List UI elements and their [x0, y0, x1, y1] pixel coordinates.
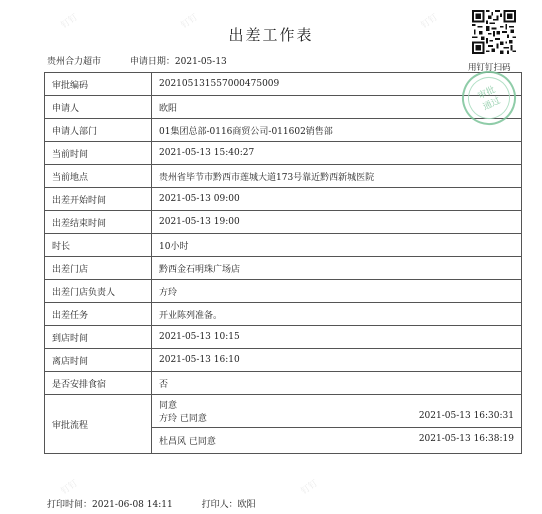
row-value: 欧阳	[152, 96, 522, 119]
row-key: 出差任务	[45, 303, 152, 326]
table-row	[45, 188, 522, 211]
qr-code-icon[interactable]	[472, 10, 516, 54]
company-name: 贵州合力超市	[47, 57, 102, 67]
printer: 打印人：欧阳	[201, 500, 256, 510]
table-row	[45, 257, 522, 280]
travel-table	[44, 72, 522, 454]
watermark: 钉钉	[59, 12, 81, 31]
row-value: 2021-05-13 10:15	[152, 326, 522, 349]
row-value: 10小时	[152, 234, 522, 257]
table-row	[45, 303, 522, 326]
approval-comment: 同意	[159, 401, 178, 411]
approval-step	[152, 428, 522, 454]
row-value: 开业陈列准备。	[152, 303, 522, 326]
print-time: 打印时间：2021-06-08 14:11	[47, 500, 173, 510]
row-key: 出差开始时间	[45, 188, 152, 211]
approval-time: 2021-05-13 16:38:19	[418, 434, 514, 444]
row-key: 审批编码	[45, 73, 152, 96]
row-key: 当前地点	[45, 165, 152, 188]
row-value: 202105131557000475009	[152, 73, 522, 96]
row-key: 时长	[45, 234, 152, 257]
watermark: 钉钉	[179, 12, 201, 31]
row-value: 方玲	[152, 280, 522, 303]
table-row	[45, 96, 522, 119]
table-row	[45, 349, 522, 372]
stamp-text: 审批	[476, 85, 498, 102]
page-title: 出差工作表	[228, 26, 314, 44]
table-row	[45, 165, 522, 188]
table-row	[45, 73, 522, 96]
row-key: 是否安排食宿	[45, 372, 152, 395]
row-value: 黔西金石明珠广场店	[152, 257, 522, 280]
row-key: 当前时间	[45, 142, 152, 165]
table-row	[45, 234, 522, 257]
stamp-text: 通过	[481, 96, 503, 113]
header-meta	[47, 54, 253, 67]
apply-date: 申请日期：2021-05-13	[129, 57, 227, 67]
row-key: 申请人部门	[45, 119, 152, 142]
table-row	[45, 280, 522, 303]
approval-person: 方玲 已同意	[159, 414, 207, 424]
approval-person: 杜昌风 已同意	[159, 437, 216, 447]
row-key: 到店时间	[45, 326, 152, 349]
row-value: 2021-05-13 16:10	[152, 349, 522, 372]
qr-label: 用钉钉扫码	[468, 63, 511, 73]
approval-step	[152, 395, 522, 428]
row-value: 2021-05-13 19:00	[152, 211, 522, 234]
approval-time: 2021-05-13 16:30:31	[418, 411, 514, 421]
watermark: 钉钉	[59, 478, 81, 497]
row-key: 申请人	[45, 96, 152, 119]
table-row	[45, 395, 522, 428]
row-value: 2021-05-13 15:40:27	[152, 142, 522, 165]
table-row	[45, 119, 522, 142]
table-row	[45, 372, 522, 395]
watermark: 钉钉	[419, 12, 441, 31]
row-key: 出差门店	[45, 257, 152, 280]
row-key: 出差门店负责人	[45, 280, 152, 303]
watermark: 钉钉	[299, 478, 321, 497]
table-row	[45, 211, 522, 234]
row-value: 贵州省毕节市黔西市莲城大道173号靠近黔西新城医院	[152, 165, 522, 188]
row-value: 01集团总部-0116商贸公司-011602销售部	[152, 119, 522, 142]
table-row	[45, 326, 522, 349]
approval-flow-key: 审批流程	[45, 395, 152, 454]
print-footer	[47, 497, 282, 510]
row-key: 离店时间	[45, 349, 152, 372]
table-row	[45, 142, 522, 165]
row-value: 否	[152, 372, 522, 395]
row-key: 出差结束时间	[45, 211, 152, 234]
row-value: 2021-05-13 09:00	[152, 188, 522, 211]
